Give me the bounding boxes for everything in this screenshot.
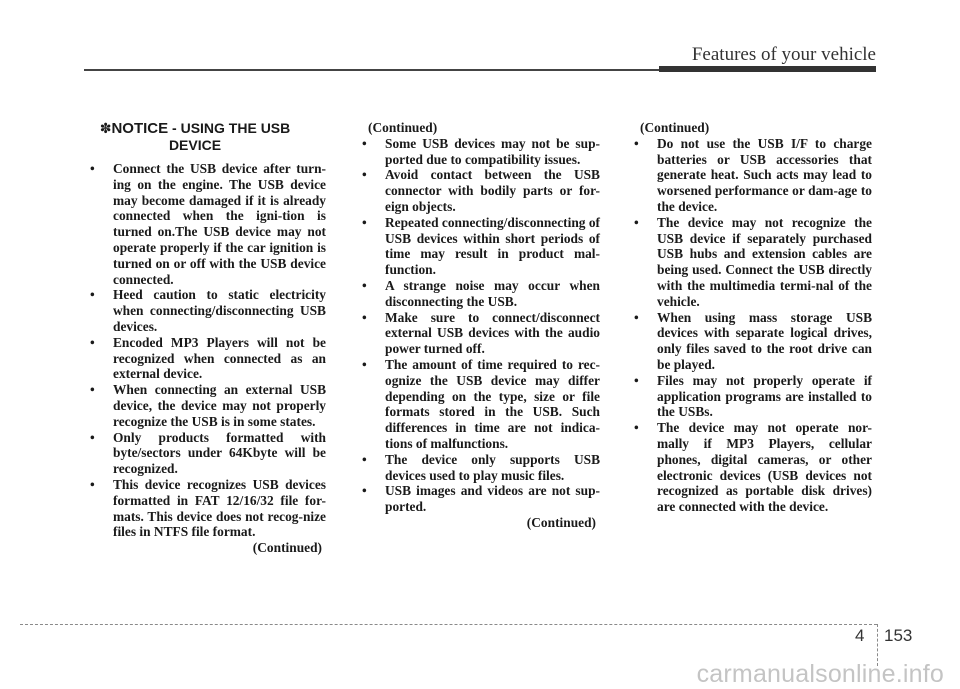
watermark: carmanualsonline.info (696, 660, 944, 688)
list-item: • Repeated connecting/disconnecting of USB devices within short periods of time may result in product mal-function. (360, 215, 600, 278)
notice-label: NOTICE (111, 120, 169, 137)
continued-label: (Continued) (526, 514, 596, 530)
list-item: • A strange noise may occur when disconnecting the USB. (360, 278, 600, 310)
notice-title-line2: DEVICE (168, 137, 222, 153)
column-3 (632, 120, 872, 515)
continued-label: (Continued) (368, 120, 438, 135)
column-2 (360, 120, 600, 531)
continued-label: (Continued) (252, 540, 322, 556)
list-item: • When connecting an external USB device, the device may not properly recognize the USB is in some states. (88, 382, 326, 429)
list-item: • Make sure to connect/disconnect external USB devices with the audio power turned off. (360, 310, 600, 357)
page-number: 153 (884, 626, 913, 645)
footer-dashed-rule (20, 624, 877, 625)
notice-title-line1: - USING THE USB (168, 120, 291, 136)
list-item: • Avoid contact between the USB connector with bodily parts or for-eign objects. (360, 167, 600, 214)
header-title: Features of your vehicle (691, 44, 876, 65)
list-item: • Some USB devices may not be sup-ported due to compatibility issues. (360, 136, 600, 168)
notice-star-icon: ✽ (99, 120, 112, 136)
list-item: • Do not use the USB I/F to charge batteries or USB accessories that generate heat. Such acts may lead to worsened performance or dam-age to the device. (632, 136, 872, 215)
list-item: • Encoded MP3 Players will not be recognized when connected as an external device. (88, 335, 326, 382)
chapter-number: 4 (855, 626, 865, 645)
list-item: • The device may not operate nor-mally if MP3 Players, cellular phones, digital cameras, or other electronic devices (USB devices not recognized as portable disk drives) are connected with the device. (632, 420, 872, 515)
bullet-list-1 (88, 161, 326, 540)
continued-label: (Continued) (640, 120, 710, 135)
list-item: • When using mass storage USB devices with separate logical drives, only files saved to the root drive can be played. (632, 310, 872, 373)
header-bar (659, 66, 876, 72)
list-item: • The device may not recognize the USB device if separately purchased USB hubs and extension cables are being used. Connect the USB directly with the multimedia termi-nal of the vehicle. (632, 215, 872, 310)
list-item: • Heed caution to static electricity when connecting/disconnecting USB devices. (88, 287, 326, 334)
list-item: • The device only supports USB devices used to play music files. (360, 452, 600, 484)
list-item: • USB images and videos are not sup-ported. (360, 483, 600, 515)
list-item: • The amount of time required to rec-ognize the USB device may differ depending on the type, size or file formats stored in the USB. Such differences in time are not indica-tions of malfunctions. (360, 357, 600, 452)
column-1 (88, 120, 326, 556)
list-item: • Only products formatted with byte/sectors under 64Kbyte will be recognized. (88, 430, 326, 477)
header-rule (84, 69, 659, 71)
bullet-list-2 (360, 136, 600, 515)
list-item: • Connect the USB device after turn-ing on the engine. The USB device may become damaged if it is already connected when the igni-tion is turned on.The USB device may not operate properly if the car ignition is turned on or off with the USB device connected. (88, 161, 326, 287)
notice-heading (88, 120, 302, 153)
bullet-list-3 (632, 136, 872, 515)
list-item: • This device recognizes USB devices formatted in FAT 12/16/32 file for-mats. This device does not recog-nize files in NTFS file format. (88, 477, 326, 540)
list-item: • Files may not properly operate if application programs are installed to the USBs. (632, 373, 872, 420)
